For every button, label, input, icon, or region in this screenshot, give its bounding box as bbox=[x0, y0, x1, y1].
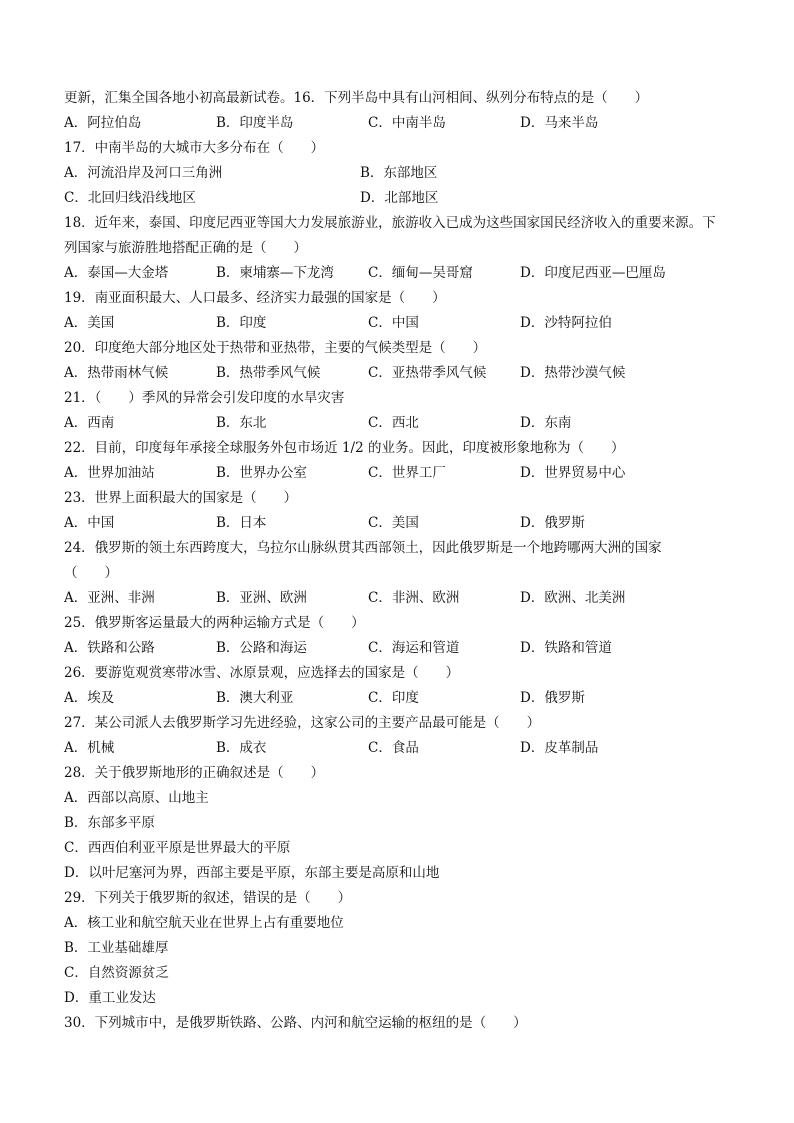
option-a: A．阿拉伯岛 bbox=[64, 115, 142, 131]
question-20-stem: 20．印度绝大部分地区处于热带和亚热带，主要的气候类型是（ ） bbox=[64, 340, 487, 356]
question-17-options-row1 bbox=[64, 161, 744, 186]
option-c: C．北回归线沿线地区 bbox=[64, 190, 196, 206]
option-d: D．东南 bbox=[520, 415, 572, 431]
option-d: D．沙特阿拉伯 bbox=[520, 315, 612, 331]
option-d: D．世界贸易中心 bbox=[520, 465, 626, 481]
option-b: B．日本 bbox=[216, 515, 267, 531]
option-c: C．印度 bbox=[368, 690, 419, 706]
exam-page bbox=[64, 86, 744, 1036]
option-d: D．北部地区 bbox=[360, 190, 439, 206]
question-17-stem: 17．中南半岛的大城市大多分布在（ ） bbox=[64, 140, 325, 156]
option-a: A．热带雨林气候 bbox=[64, 365, 169, 381]
question-27-stem: 27．某公司派人去俄罗斯学习先进经验，这家公司的主要产品最可能是（ ） bbox=[64, 715, 541, 731]
option-c: C．海运和管道 bbox=[368, 640, 460, 656]
option-d: D．皮革制品 bbox=[520, 740, 599, 756]
option-b: B．亚洲、欧洲 bbox=[216, 590, 307, 606]
question-22-stem: 22．目前，印度每年承接全球服务外包市场近 1/2 的业务。因此，印度被形象地称为（ ） bbox=[64, 440, 625, 456]
option-c: C．西西伯利亚平原是世界最大的平原 bbox=[64, 840, 291, 856]
question-23-stem: 23．世界上面积最大的国家是（ ） bbox=[64, 490, 298, 506]
question-30-stem: 30．下列城市中，是俄罗斯铁路、公路、内河和航空运输的枢纽的是（ ） bbox=[64, 1015, 527, 1031]
option-a: A．泰国—大金塔 bbox=[64, 265, 169, 281]
option-d: D．俄罗斯 bbox=[520, 515, 585, 531]
option-a: A．西部以高原、山地主 bbox=[64, 790, 209, 806]
option-c: C．缅甸—吴哥窟 bbox=[368, 265, 473, 281]
option-c: C．中南半岛 bbox=[368, 115, 446, 131]
option-b: B．热带季风气候 bbox=[216, 365, 321, 381]
option-b: B．东部地区 bbox=[360, 165, 438, 181]
question-16-stem: 更新，汇集全国各地小初高最新试卷。16．下列半岛中具有山河相间、纵列分布特点的是（ ） bbox=[64, 90, 649, 106]
option-a: A．核工业和航空航天业在世界上占有重要地位 bbox=[64, 915, 344, 931]
question-23-options bbox=[64, 511, 744, 536]
question-19-options bbox=[64, 311, 744, 336]
question-21-options bbox=[64, 411, 744, 436]
question-20-options bbox=[64, 361, 744, 386]
option-b: B．成衣 bbox=[216, 740, 267, 756]
option-b: B．柬埔寨—下龙湾 bbox=[216, 265, 334, 281]
option-d: D．欧洲、北美洲 bbox=[520, 590, 626, 606]
option-d: D．铁路和管道 bbox=[520, 640, 612, 656]
option-b: B．公路和海运 bbox=[216, 640, 307, 656]
option-c: C．西北 bbox=[368, 415, 419, 431]
option-a: A．亚洲、非洲 bbox=[64, 590, 155, 606]
question-21-stem: 21．（ ）季风的异常会引发印度的水旱灾害 bbox=[64, 390, 345, 406]
option-c: C．世界工厂 bbox=[368, 465, 446, 481]
option-c: C．食品 bbox=[368, 740, 419, 756]
option-a: A．河流沿岸及河口三角洲 bbox=[64, 165, 223, 181]
option-b: B．东北 bbox=[216, 415, 267, 431]
question-24-stem-line2: （ ） bbox=[64, 565, 118, 581]
option-b: B．印度 bbox=[216, 315, 267, 331]
option-a: A．埃及 bbox=[64, 690, 115, 706]
option-c: C．非洲、欧洲 bbox=[368, 590, 460, 606]
question-22-options bbox=[64, 461, 744, 486]
option-c: C．美国 bbox=[368, 515, 419, 531]
option-b: B．印度半岛 bbox=[216, 115, 294, 131]
option-a: A．美国 bbox=[64, 315, 115, 331]
option-d: D．俄罗斯 bbox=[520, 690, 585, 706]
option-c: C．亚热带季风气候 bbox=[368, 365, 487, 381]
option-b: B．世界办公室 bbox=[216, 465, 307, 481]
option-a: A．中国 bbox=[64, 515, 115, 531]
question-24-stem-line1: 24．俄罗斯的领土东西跨度大，乌拉尔山脉纵贯其西部领土，因此俄罗斯是一个地跨哪两大洲的国家 bbox=[64, 540, 662, 556]
option-d: D．以叶尼塞河为界，西部主要是平原，东部主要是高原和山地 bbox=[64, 865, 440, 881]
question-26-options bbox=[64, 686, 744, 711]
option-b: B．东部多平原 bbox=[64, 815, 155, 831]
question-26-stem: 26．要游览观赏寒带冰雪、冰原景观，应选择去的国家是（ ） bbox=[64, 665, 460, 681]
question-25-stem: 25．俄罗斯客运量最大的两种运输方式是（ ） bbox=[64, 615, 365, 631]
question-18-stem-line1: 18．近年来，泰国、印度尼西亚等国大力发展旅游业，旅游收入已成为这些国家国民经济收入的重要来源。下 bbox=[64, 215, 716, 231]
question-25-options bbox=[64, 636, 744, 661]
question-24-options bbox=[64, 586, 744, 611]
question-18-stem-line2: 列国家与旅游胜地搭配正确的是（ ） bbox=[64, 240, 307, 256]
option-d: D．马来半岛 bbox=[520, 115, 599, 131]
question-16-options bbox=[64, 111, 744, 136]
option-b: B．澳大利亚 bbox=[216, 690, 294, 706]
option-d: D．印度尼西亚—巴厘岛 bbox=[520, 265, 666, 281]
question-17-options-row2 bbox=[64, 186, 744, 211]
option-a: A．机械 bbox=[64, 740, 115, 756]
option-c: C．自然资源贫乏 bbox=[64, 965, 169, 981]
option-a: A．西南 bbox=[64, 415, 115, 431]
option-a: A．世界加油站 bbox=[64, 465, 155, 481]
option-d: D．重工业发达 bbox=[64, 990, 156, 1006]
option-c: C．中国 bbox=[368, 315, 419, 331]
question-28-stem: 28．关于俄罗斯地形的正确叙述是（ ） bbox=[64, 765, 325, 781]
question-27-options bbox=[64, 736, 744, 761]
question-19-stem: 19．南亚面积最大、人口最多、经济实力最强的国家是（ ） bbox=[64, 290, 446, 306]
option-b: B．工业基础雄厚 bbox=[64, 940, 169, 956]
option-a: A．铁路和公路 bbox=[64, 640, 155, 656]
question-29-stem: 29．下列关于俄罗斯的叙述，错误的是（ ） bbox=[64, 890, 352, 906]
question-18-options bbox=[64, 261, 744, 286]
option-d: D．热带沙漠气候 bbox=[520, 365, 626, 381]
